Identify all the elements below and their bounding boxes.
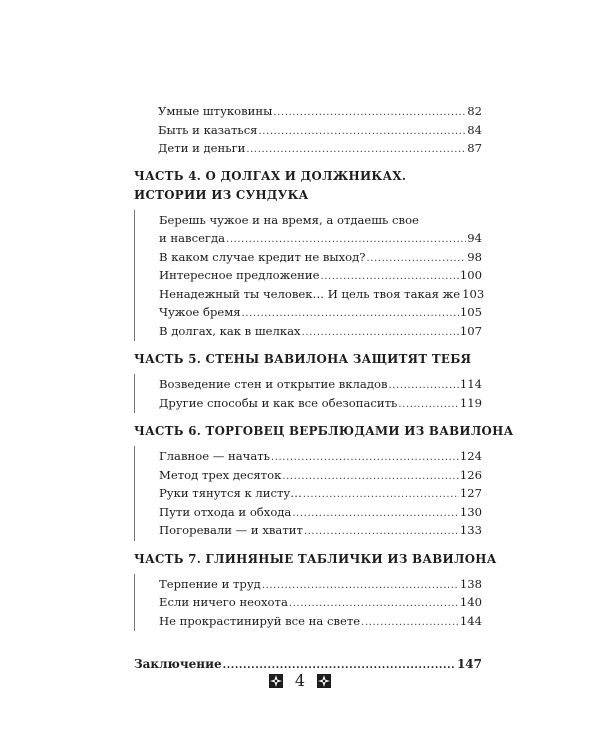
toc-entry[interactable] bbox=[159, 211, 482, 248]
toc-entry-page: 105 bbox=[459, 305, 482, 319]
toc-entry-page: 87 bbox=[467, 141, 482, 155]
toc-entry-title: Возведение стен и открытие вкладов bbox=[159, 377, 388, 391]
toc-entry-last-line bbox=[159, 229, 482, 248]
part-heading-line: ЧАСТЬ 5. СТЕНЫ ВАВИЛОНА ЗАЩИТЯТ ТЕБЯ bbox=[134, 352, 472, 366]
toc-entry-title: Пути отхода и обхода bbox=[159, 504, 292, 519]
dot-leader bbox=[388, 377, 458, 396]
cross-ornament-icon bbox=[317, 674, 331, 688]
toc-entry-title: Погоревали — и хватит bbox=[159, 523, 303, 537]
toc-entry-page: 130 bbox=[459, 504, 482, 519]
toc-entry-title-line: Берешь чужое и на время, а отдаешь свое bbox=[159, 212, 419, 227]
toc-entry-title: Метод трех десяток bbox=[159, 467, 282, 482]
part-section bbox=[134, 550, 497, 632]
toc-entry-page: 127 bbox=[459, 486, 482, 500]
dot-leader bbox=[361, 614, 459, 633]
toc-entry[interactable] bbox=[158, 121, 482, 140]
conclusion-title: Заключение bbox=[134, 657, 222, 671]
toc-conclusion-entry[interactable] bbox=[134, 655, 482, 675]
toc-entry-page: 140 bbox=[459, 595, 482, 609]
toc-entry-page: 84 bbox=[467, 122, 482, 137]
toc-entry-page: 119 bbox=[459, 395, 482, 410]
part-heading bbox=[134, 350, 482, 369]
part-heading-line: ИСТОРИИ ИЗ СУНДУКА bbox=[134, 187, 309, 202]
toc-entry[interactable] bbox=[158, 139, 482, 158]
conclusion-page: 147 bbox=[456, 657, 482, 671]
toc-entry-page: 126 bbox=[459, 467, 482, 482]
toc-entry-page: 82 bbox=[467, 104, 482, 118]
toc-entry-page: 138 bbox=[459, 576, 482, 591]
part-heading bbox=[134, 422, 514, 441]
toc-entry[interactable] bbox=[159, 394, 482, 413]
toc-entry-page: 94 bbox=[467, 231, 482, 245]
part-heading-line: ЧАСТЬ 7. ГЛИНЯНЫЕ ТАБЛИЧКИ ИЗ ВАВИЛОНА bbox=[134, 551, 497, 566]
toc-entry-title: Дети и деньги bbox=[158, 141, 246, 155]
dot-leader bbox=[273, 104, 466, 123]
part-heading-line: ЧАСТЬ 6. ТОРГОВЕЦ ВЕРБЛЮДАМИ ИЗ ВАВИЛОНА bbox=[134, 424, 514, 438]
table-of-contents bbox=[134, 102, 514, 675]
toc-entry[interactable] bbox=[158, 102, 482, 121]
part-entries bbox=[134, 446, 482, 541]
toc-entry[interactable] bbox=[159, 503, 482, 522]
page-footer bbox=[0, 673, 600, 689]
toc-entry-page: 124 bbox=[459, 449, 482, 463]
toc-entry[interactable] bbox=[159, 466, 482, 485]
toc-entry-title: Другие способы и как все обезопасить bbox=[159, 395, 398, 410]
part-entries bbox=[134, 574, 482, 632]
toc-entry-title: Если ничего неохота bbox=[159, 595, 288, 609]
toc-entry-page: 107 bbox=[459, 323, 482, 338]
part-section bbox=[134, 350, 482, 413]
dot-leader bbox=[282, 468, 459, 487]
toc-entry-page: 100 bbox=[459, 268, 482, 282]
part-section bbox=[134, 167, 485, 342]
toc-entry[interactable] bbox=[159, 266, 482, 285]
toc-entry-title: Руки тянутся к листу… bbox=[159, 486, 302, 500]
part-heading-line: ЧАСТЬ 4. О ДОЛГАХ И ДОЛЖНИКАХ. bbox=[134, 168, 407, 183]
toc-entry-title: Быть и казаться bbox=[158, 122, 258, 137]
toc-entry[interactable] bbox=[159, 303, 482, 322]
toc-entry-title: Интересное предложение bbox=[159, 268, 320, 282]
dot-leader bbox=[259, 123, 467, 142]
toc-entry[interactable] bbox=[159, 593, 482, 612]
dot-leader bbox=[367, 250, 467, 269]
dot-leader bbox=[262, 577, 459, 596]
cross-ornament-icon bbox=[269, 674, 283, 688]
toc-entry-title: В каком случае кредит не выход? bbox=[159, 249, 366, 264]
page-number: 4 bbox=[294, 671, 306, 690]
toc-entry-title: Ненадежный ты человек… И цель твоя такая же bbox=[159, 286, 461, 301]
toc-entry-title: Умные штуковины bbox=[158, 104, 273, 118]
toc-entry-title: Терпение и труд bbox=[159, 576, 261, 591]
toc-entry[interactable] bbox=[159, 484, 482, 503]
toc-entry-title: Главное — начать bbox=[159, 449, 270, 463]
toc-entry[interactable] bbox=[159, 248, 482, 267]
toc-entry[interactable] bbox=[159, 375, 482, 394]
dot-leader bbox=[271, 449, 459, 468]
toc-entry-title: и навсегда bbox=[159, 231, 226, 245]
toc-entry-page: 103 bbox=[462, 286, 485, 301]
toc-entry[interactable] bbox=[159, 521, 482, 540]
toc-entry[interactable] bbox=[159, 285, 485, 304]
dot-leader bbox=[246, 141, 466, 160]
dot-leader bbox=[303, 486, 459, 505]
dot-leader bbox=[304, 523, 459, 542]
toc-entry-page: 144 bbox=[459, 613, 482, 628]
dot-leader bbox=[292, 505, 459, 524]
toc-entry-page: 114 bbox=[459, 377, 482, 391]
toc-entry[interactable] bbox=[159, 612, 482, 631]
toc-entry[interactable] bbox=[159, 447, 482, 466]
part-section bbox=[134, 422, 514, 541]
toc-entry[interactable] bbox=[159, 575, 482, 594]
part-entries bbox=[134, 210, 485, 342]
toc-entry-title: В долгах, как в шелках bbox=[159, 323, 301, 338]
part-entries bbox=[134, 374, 482, 413]
part-heading bbox=[134, 167, 482, 205]
dot-leader bbox=[302, 324, 459, 343]
toc-entry[interactable] bbox=[159, 322, 482, 341]
toc-entry-page: 133 bbox=[459, 523, 482, 537]
dot-leader bbox=[398, 396, 458, 415]
toc-entry-title: Чужое бремя bbox=[159, 305, 241, 319]
intro-entries bbox=[134, 102, 482, 158]
toc-entry-title: Не прокрастинируй все на свете bbox=[159, 613, 361, 628]
part-heading bbox=[134, 550, 497, 569]
toc-entry-page: 98 bbox=[467, 249, 482, 264]
